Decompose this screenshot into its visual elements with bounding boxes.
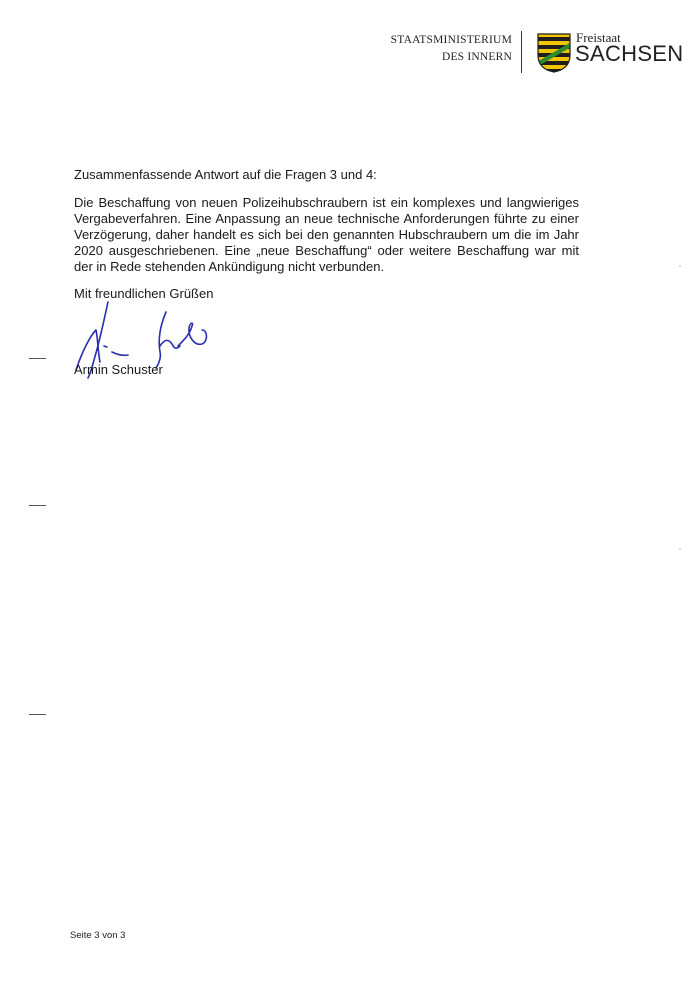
letter-subject: Zusammenfassende Antwort auf die Fragen 3 und 4: [74, 167, 377, 182]
ministry-name [391, 32, 512, 66]
saxony-coat-of-arms-icon [537, 33, 571, 73]
state-prefix: Freistaat [576, 30, 621, 45]
state-name: SACHSEN [575, 41, 684, 66]
ministry-name-line1: STAATSMINISTERIUM [390, 34, 512, 46]
scan-speck [679, 265, 681, 267]
letter-paragraph: Die Beschaffung von neuen Polizeihubschraubern ist ein komplexes und langwieriges Vergabeverfahren. Eine Anpassung an neue technische Anforderungen führte zu einer Verzögerung, daher handelt es sich bei den genannten Hubschraubern um die im Jahr 2020 ausgeschriebenen. Eine „neue Beschaffung“ oder weitere Beschaffung war mit der in Rede stehenden Ankündigung nicht verbunden. [74, 195, 579, 274]
signer-name: Armin Schuster [74, 362, 163, 377]
fold-mark [29, 714, 46, 715]
page-number: Seite 3 von 3 [70, 930, 126, 941]
punch-mark [29, 505, 46, 506]
header-divider [521, 31, 522, 73]
letter-closing: Mit freundlichen Grüßen [74, 286, 214, 301]
fold-mark [29, 358, 46, 359]
scan-speck [679, 548, 681, 550]
ministry-name-line2: DES INNERN [441, 51, 512, 63]
